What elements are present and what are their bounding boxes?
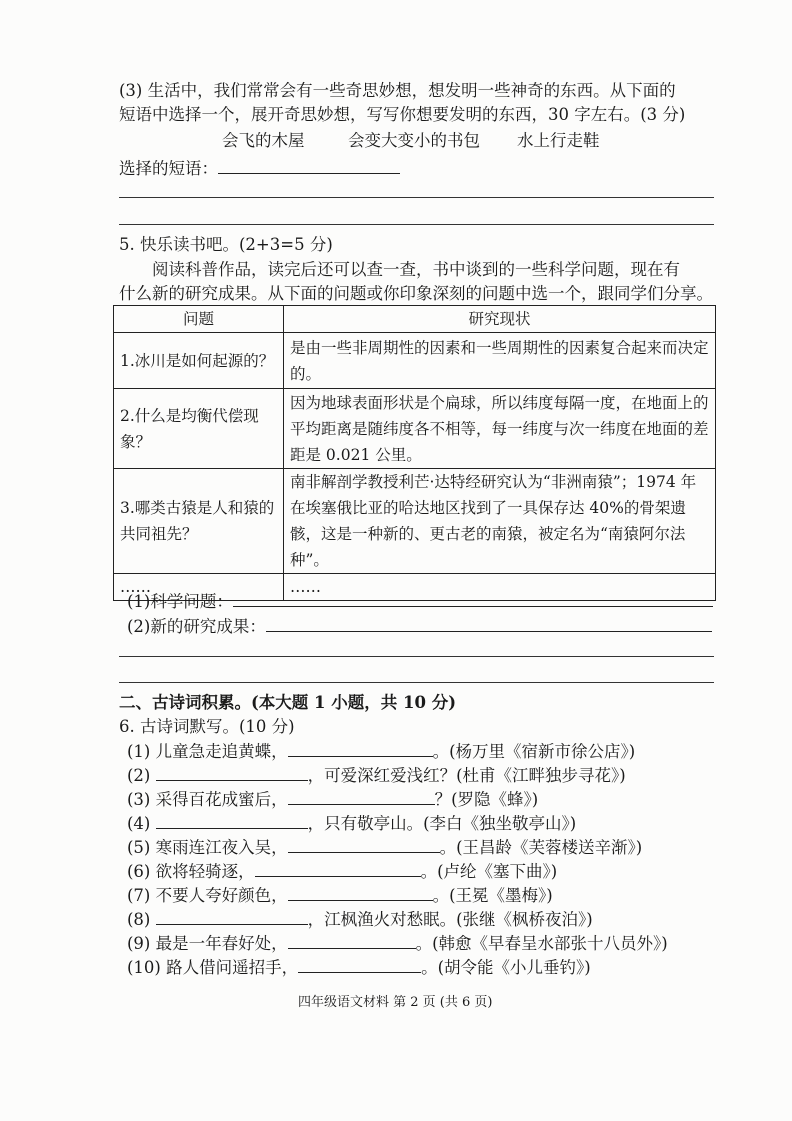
question-cell: 3.哪类古猿是人和猿的共同祖先？	[114, 469, 284, 574]
science-question-blank[interactable]	[233, 592, 713, 607]
q4-3-line1: (3) 生活中，我们常常会有一些奇思妙想，想发明一些神奇的东西。从下面的	[119, 81, 676, 100]
page-footer: 四年级语文材料 第 2 页 (共 6 页)	[298, 995, 493, 1010]
poem-blank[interactable]	[288, 790, 435, 805]
status-cell: 南非解剖学教授利芒·达特经研究认为“非洲南猿”；1974 年在埃塞俄比亚的哈达地区找到了一具保存达 40%的骨架遗骸，这是一种新的、更古老的南猿，被定名为“南猿阿尔法种”。	[284, 469, 716, 574]
table-header-row	[114, 306, 716, 333]
status-cell: ……	[284, 574, 716, 601]
q5-intro-line1: 阅读科普作品，读完后还可以查一查，书中谈到的一些科学问题，现在有	[152, 260, 680, 279]
poem-item: (4) ，只有敬亭山。(李白《独坐敬亭山》)	[127, 814, 577, 833]
new-result-blank[interactable]	[266, 617, 712, 632]
poem-blank[interactable]	[255, 862, 421, 877]
poem-blank[interactable]	[288, 934, 416, 949]
research-table	[113, 305, 716, 601]
q4-3-line2: 短语中选择一个，展开奇思妙想，写写你想要发明的东西，30 字左右。(3 分)	[119, 105, 686, 124]
poem-blank[interactable]	[298, 958, 421, 973]
poem-blank[interactable]	[156, 766, 308, 781]
answer-line[interactable]	[119, 656, 714, 657]
status-cell: 是由一些非周期性的因素和一些周期性的因素复合起来而决定的。	[284, 333, 716, 389]
poem-item: (10) 路人借问遥招手， 。(胡令能《小儿垂钓》)	[127, 958, 591, 977]
q5-title: 5. 快乐读书吧。(2+3=5 分)	[119, 235, 333, 254]
poem-item: (5) 寒雨连江夜入吴， 。(王昌龄《芙蓉楼送辛渐》)	[127, 838, 643, 857]
table-row	[114, 389, 716, 469]
answer-line[interactable]	[119, 682, 714, 683]
poem-item: (6) 欲将轻骑逐， 。(卢纶《塞下曲》)	[127, 862, 558, 881]
question-cell: ……	[114, 574, 284, 601]
phrase-option-2: 会变大变小的书包	[348, 131, 480, 150]
poem-item: (1) 儿童急走追黄蝶， 。(杨万里《宿新市徐公店》)	[127, 742, 636, 761]
poem-blank[interactable]	[288, 742, 433, 757]
phrase-option-3: 水上行走鞋	[517, 131, 600, 150]
q5-sub1: (1)科学问题：	[127, 591, 713, 613]
poem-item: (8) ，江枫渔火对愁眠。(张继《枫桥夜泊》)	[127, 910, 593, 929]
status-cell: 因为地球表面形状是个扁球，所以纬度每隔一度，在地面上的平均距离是随纬度各不相等，每一纬度与次一纬度在地面的差距是 0.021 公里。	[284, 389, 716, 469]
poem-item: (3) 采得百花成蜜后， ？(罗隐《蜂》)	[127, 790, 539, 809]
poem-item: (7) 不要人夸好颜色， 。(王冕《墨梅》)	[127, 886, 553, 905]
table-row	[114, 469, 716, 574]
q6-title: 6. 古诗词默写。(10 分)	[119, 717, 295, 736]
header-question: 问题	[114, 306, 284, 333]
answer-line[interactable]	[119, 197, 714, 198]
poem-item: (2) ，可爱深红爱浅红？(杜甫《江畔独步寻花》)	[127, 766, 626, 785]
q5-sub2: (2)新的研究成果：	[127, 616, 712, 638]
poem-blank[interactable]	[288, 886, 433, 901]
poem-item: (9) 最是一年春好处， 。(韩愈《早春呈水部张十八员外》)	[127, 934, 668, 953]
answer-line[interactable]	[119, 224, 714, 225]
choice-blank[interactable]	[218, 159, 400, 174]
header-status: 研究现状	[284, 306, 716, 333]
question-cell: 1.冰川是如何起源的？	[114, 333, 284, 389]
table-row	[114, 333, 716, 389]
q5-intro-line2: 什么新的研究成果。从下面的问题或你印象深刻的问题中选一个，跟同学们分享。	[119, 284, 713, 303]
choice-label: 选择的短语：	[119, 158, 400, 180]
poem-blank[interactable]	[156, 814, 308, 829]
section2-title: 二、古诗词积累。(本大题 1 小题，共 10 分)	[119, 693, 457, 712]
poem-blank[interactable]	[156, 910, 308, 925]
phrase-option-1: 会飞的木屋	[222, 131, 305, 150]
poem-blank[interactable]	[288, 838, 440, 853]
question-cell: 2.什么是均衡代偿现象？	[114, 389, 284, 469]
